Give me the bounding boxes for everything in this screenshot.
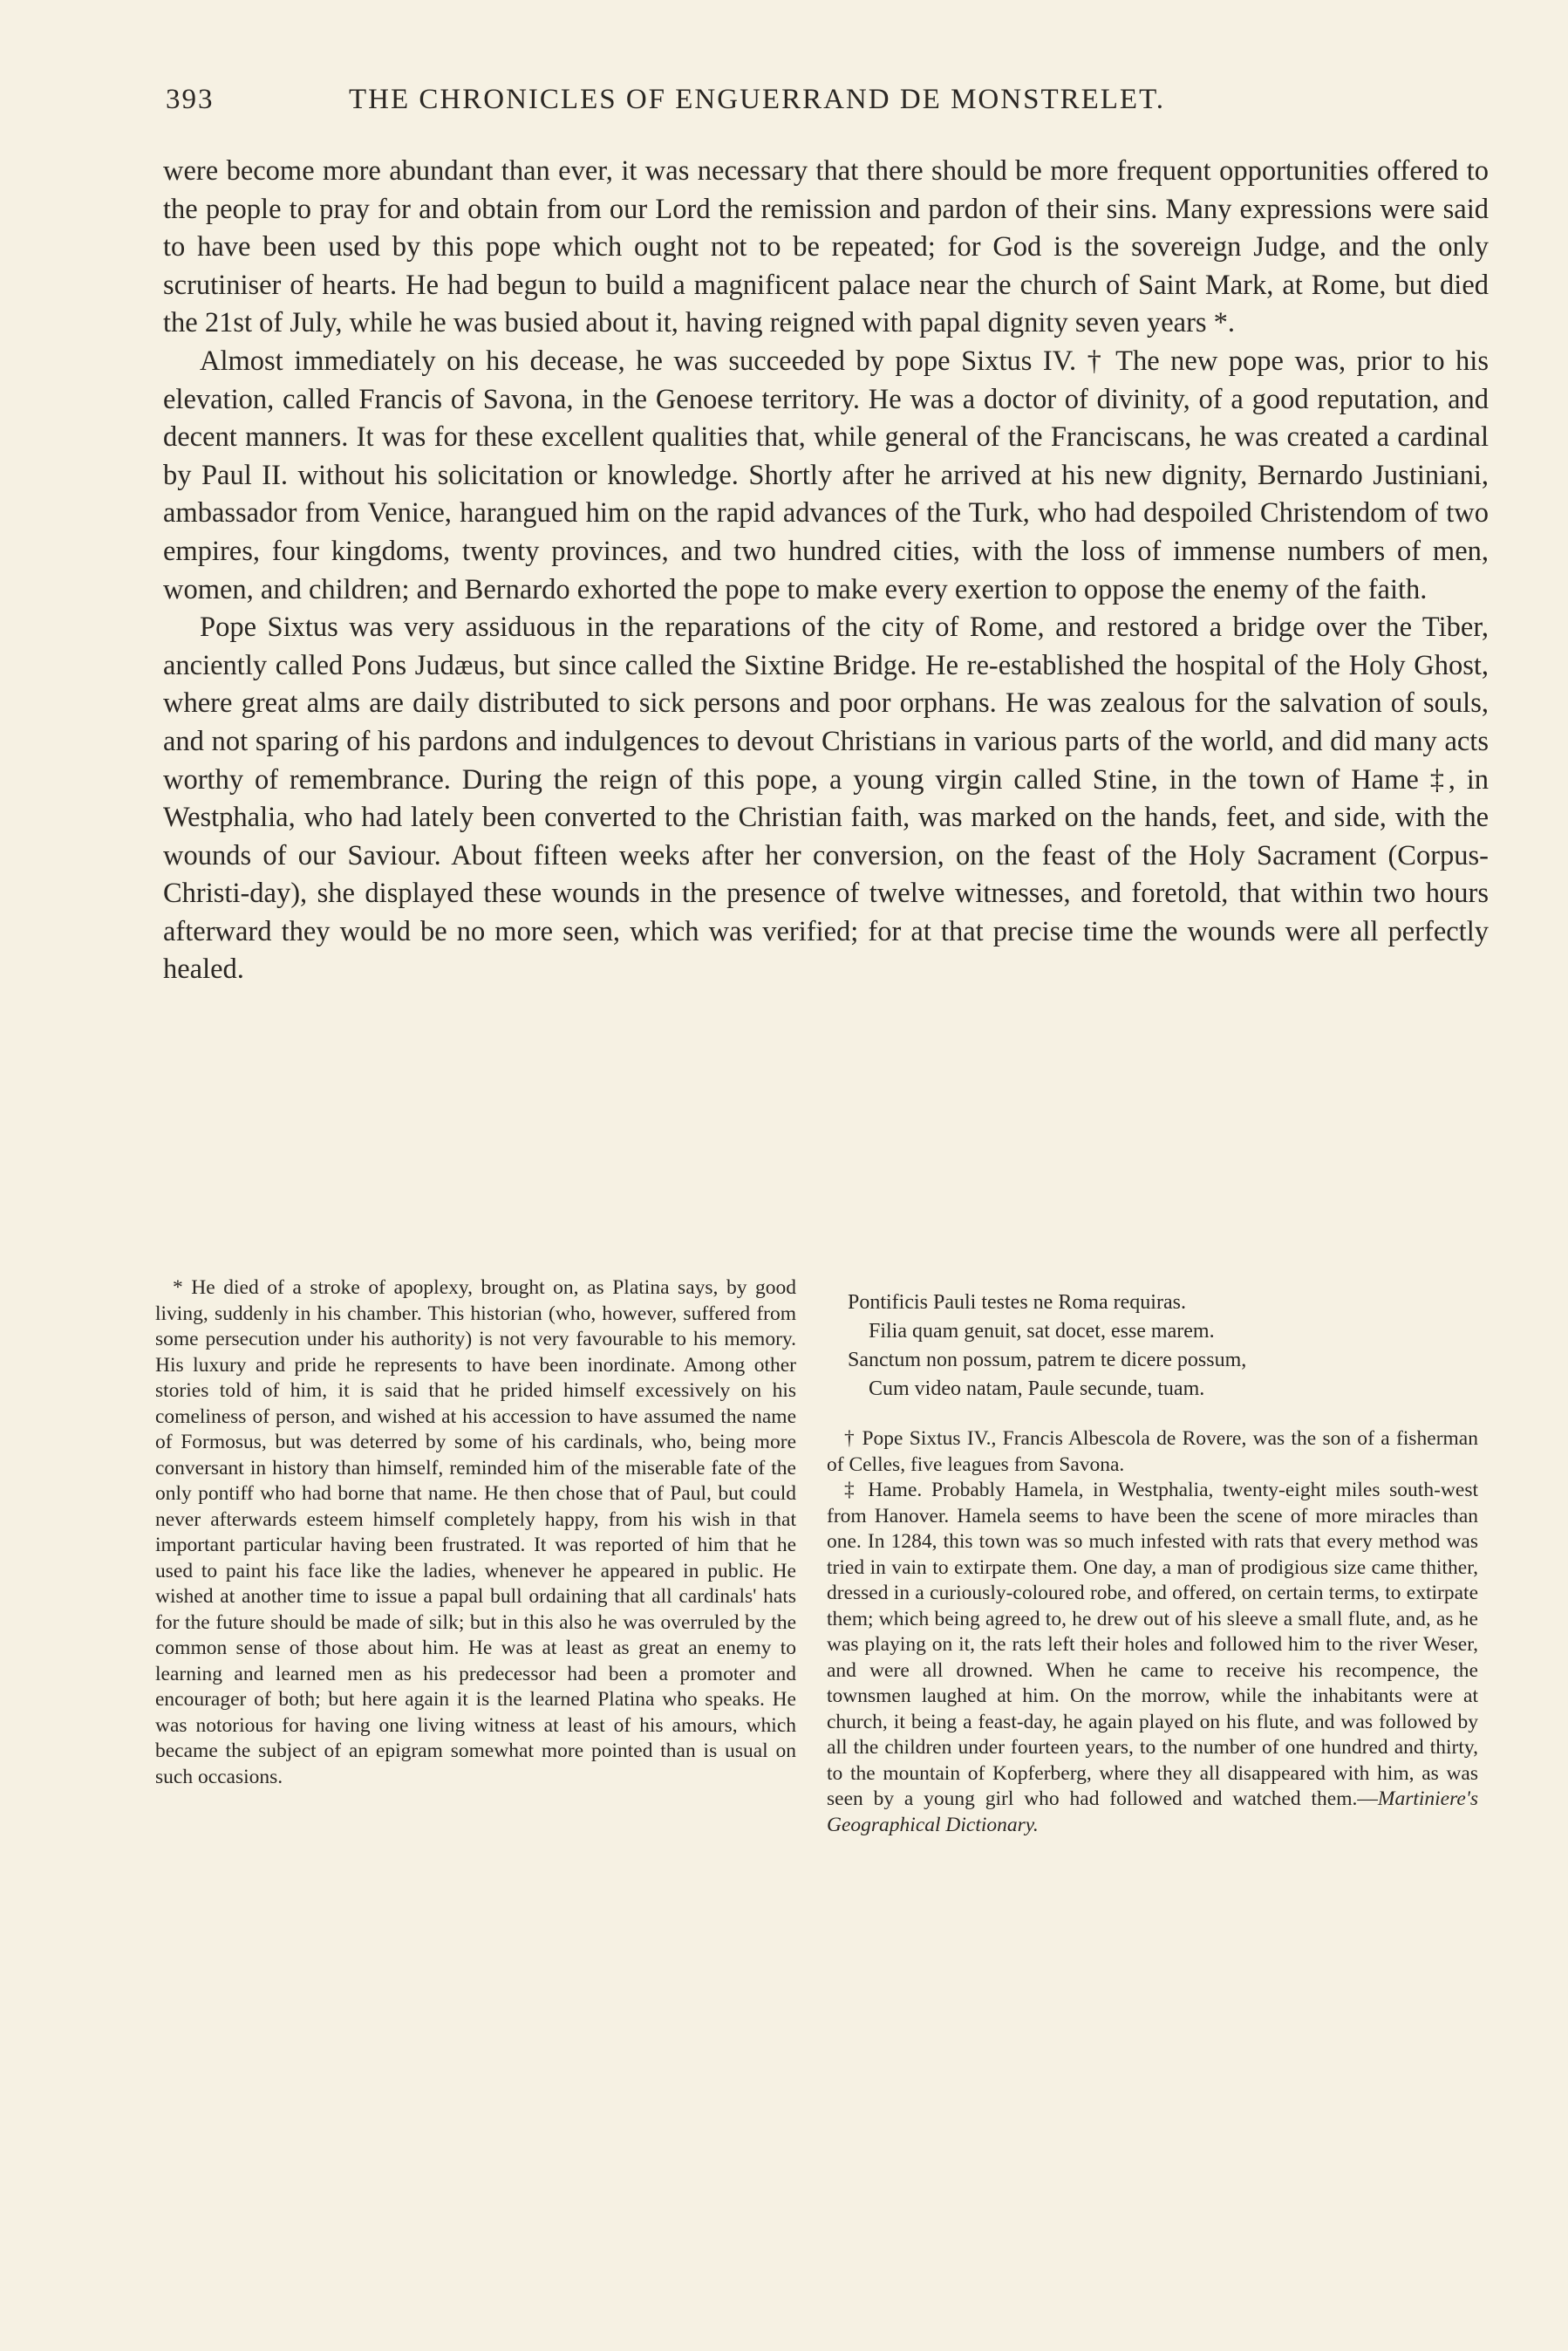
running-title: THE CHRONICLES OF ENGUERRAND DE MONSTRELET. (349, 84, 1166, 115)
paragraph-2: Almost immediately on his decease, he was succeeded by pope Sixtus IV. † The new pope was, prior to his elevation, called Francis of Savona, in the Genoese territory. He was a doctor of divinity, of a good reputation, and decent manners. It was for these excellent qualities that, while general of the Franciscans, he was created a cardinal by Paul II. without his solicitation or knowledge. Shortly after he arrived at his new dignity, Bernardo Justiniani, ambassador from Venice, harangued him on the rapid advances of the Turk, who had despoiled Christendom of two empires, four kingdoms, twenty provinces, and two hundred cities, with the loss of immense numbers of men, women, and children; and Bernardo exhorted the pope to make every exertion to oppose the enemy of the faith. (163, 345, 1489, 605)
verse-line: Sanctum non possum, patrem te dicere possum, (848, 1349, 1247, 1371)
main-text (163, 153, 1489, 989)
footnote-double-dagger-text: ‡ Hame. Probably Hamela, in Westphalia, twenty-eight miles south-west from Hanover. Hamela seems to have been the scene of more miracles than one. In 1284, this town was so much infested with rats that every method was tried in vain to extirpate them. One day, a man of prodigious size came thither, dressed in a curiously-coloured robe, and offered, on certain terms, to extirpate them; which being agreed to, he drew out of his sleeve a small flute, and, as he was playing on it, the rats left their holes and followed him to the river Weser, and were all drowned. When he came to receive his recompence, the townsmen laughed at him. On the morrow, while the inhabitants were at church, it being a feast-day, he again played on his flute, and was followed by all the children under fourteen years, to the number of one hundred and thirty, to the mountain of Kopferberg, where they all disappeared with him, as was seen by a young girl who had followed and watched them.— (827, 1479, 1478, 1810)
verse-line: Cum video natam, Paule secunde, tuam. (869, 1377, 1205, 1400)
footnotes-left-column (155, 1275, 796, 1790)
paragraph-3: Pope Sixtus was very assiduous in the reparations of the city of Rome, and restored a bridge over the Tiber, anciently called Pons Judæus, but since called the Sixtine Bridge. He re-established the hospital of the Holy Ghost, where great alms are daily distributed to sick persons and poor orphans. He was zealous for the salvation of souls, and not sparing of his pardons and indulgences to devout Christians in various parts of the world, and did many acts worthy of remembrance. During the reign of this pope, a young virgin called Stine, in the town of Hame ‡, in Westphalia, who had lately been converted to the Christian faith, was marked on the hands, feet, and side, with the wounds of our Saviour. About fifteen weeks after her conversion, on the feast of the Holy Sacrament (Corpus-Christi-day), she displayed these wounds in the presence of twelve witnesses, and foretold, that within two hours afterward they would be no more seen, which was verified; for at that precise time the wounds were all perfectly healed. (163, 612, 1489, 986)
footnote-dagger: † Pope Sixtus IV., Francis Albescola de Rovere, was the son of a fisherman of Celles, five leagues from Savona. (827, 1427, 1478, 1476)
footnote-double-dagger (827, 1478, 1478, 1838)
paragraph-1: were become more abundant than ever, it was necessary that there should be more frequent opportunities offered to the people to pray for and obtain from our Lord the remission and pardon of their sins. Many expressions were said to have been used by this pope which ought not to be repeated; for God is the sovereign Judge, and the only scrutiniser of hearts. He had begun to build a magnificent palace near the church of Saint Mark, at Rome, but died the 21st of July, while he was busied about it, having reigned with papal dignity seven years *. (163, 155, 1489, 339)
verse-line: Pontificis Pauli testes ne Roma requiras. (848, 1291, 1186, 1314)
footnote-star: * He died of a stroke of apoplexy, brought on, as Platina says, by good living, suddenly in his chamber. This historian (who, however, suffered from some persecution under his authority) is not very favourable to his memory. His luxury and pride he represents to have been inordinate. Among other stories told of him, it is said that he prided himself excessively on his comeliness of person, and wished at his accession to have assumed the name of Formosus, but was deterred by some of his cardinals, who, being more conversant in history than himself, reminded him of the miserable fate of the only pontiff who had borne that name. He then chose that of Paul, but could never afterwards esteem himself completely happy, from his wish in that important particular having been frustrated. It was reported of him that he used to paint his face like the ladies, whenever he appeared in public. He wished at another time to issue a papal bull ordaining that all cardinals' hats for the future should be made of silk; but in this also he was overruled by the common sense of those about him. He was at least as great an enemy to learning and learned men as his predecessor had been a promoter and encourager of both; but here again it is the learned Platina who speaks. He was notorious for having one living witness at least of his amours, which became the subject of an epigram somewhat more pointed than is usual on such occasions. (155, 1276, 796, 1788)
footnotes-right-column (827, 1288, 1478, 1838)
footnote-source: Martiniere's Geographical Dictionary. (827, 1787, 1478, 1836)
latin-epigram (848, 1288, 1478, 1404)
page-number: 393 (166, 84, 215, 115)
verse-line: Filia quam genuit, sat docet, esse marem. (869, 1320, 1215, 1343)
